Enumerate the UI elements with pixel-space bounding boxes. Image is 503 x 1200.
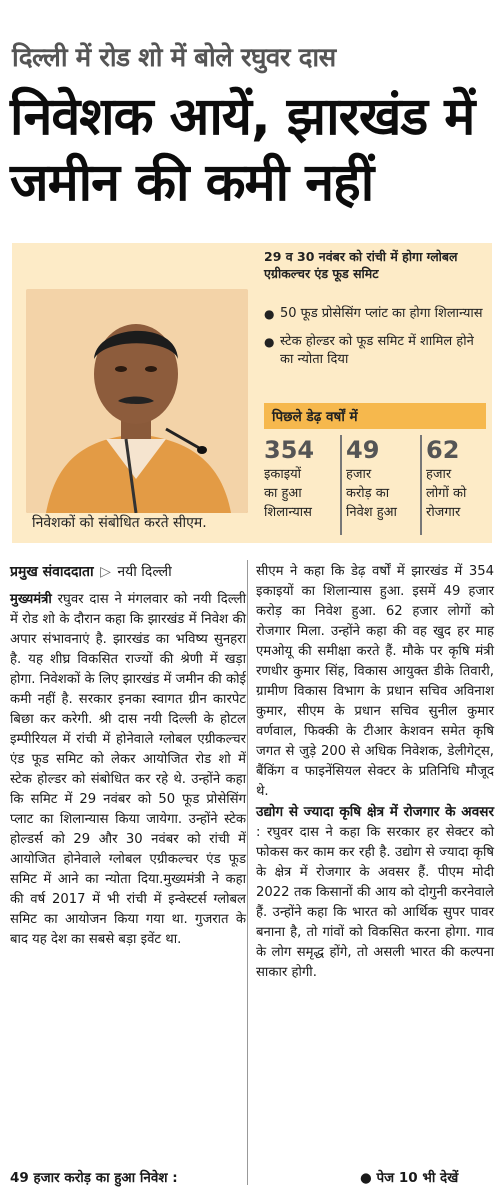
article-column-left	[10, 562, 246, 950]
cm-photo	[26, 289, 248, 513]
stat-value: 62	[426, 436, 460, 464]
stat-jobs	[420, 435, 490, 535]
stat-label: का हुआ	[264, 486, 302, 501]
stats-heading: पिछले डेढ़ वर्षों में	[264, 403, 486, 429]
article-paragraph	[256, 802, 494, 983]
stat-label: हजार	[426, 467, 452, 482]
see-page-10-link[interactable]: ● पेज 10 भी देखें	[360, 1170, 459, 1186]
stat-label: शिलान्यास	[264, 505, 312, 520]
article-column-right	[256, 562, 494, 983]
byline	[10, 562, 246, 582]
column-divider	[247, 560, 248, 1185]
article-subhead-text: : रघुवर दास ने कहा कि सरकार हर सेक्टर को फोकस कर काम कर रही है. उद्योग से ज्यादा कृषि के क्षेत्र में रोजगार के अवसर हैं. पीएम मोदी 2022 तक किसानों की आय को दोगुनी करनेवाले हैं. उन्होंने कहा कि भारत को आर्थिक सुपर पावर बनाना है, तो गांवों को विकसित करना होगा. गाव के लोग समृद्ध होंगे, तो असली भारत की कल्पना साकार होगी.	[256, 825, 494, 980]
info-bullet: ● स्टेक होल्डर को फूड समिट में शामिल होने का न्योता दिया	[264, 333, 488, 369]
headline: निवेशक आयें, झारखंड में जमीन की कमी नहीं	[10, 87, 475, 213]
info-bullet: ● 50 फूड प्रोसेसिंग प्लांट का होगा शिलान्यास	[264, 305, 488, 323]
stat-label: हजार	[346, 467, 372, 482]
byline-arrow-icon: ▷	[100, 564, 111, 580]
byline-author: प्रमुख संवाददाता	[10, 564, 94, 580]
stat-investment	[340, 435, 416, 535]
stat-label: करोड़ का	[346, 486, 390, 501]
stat-value: 354	[264, 436, 315, 464]
footer-teaser: 49 हजार करोड़ का हुआ निवेश :	[10, 1170, 178, 1186]
photo-caption: निवेशकों को संबोधित करते सीएम.	[32, 515, 207, 531]
stat-label: इकाइयों	[264, 467, 302, 482]
article-paragraph	[10, 590, 246, 950]
article-left-text: रघुवर दास ने मंगलवार को नयी दिल्ली में रोड शो के दौरान कहा कि झारखंड में निवेश की अपार संभावनाएं है. झारखंड का भविष्य सुनहरा है. यह शीघ्र विकसित राज्यों की श्रेणी में खड़ा होगा. निवेशकों के लिए झारखंड में जमीन की कोई कमी नहीं है. सरकार इनका स्वागत ग्रीन कारपेट बिछा कर करेगी. श्री दास नयी दिल्ली के होटल इम्पीरियल में रांची में होनेवाले ग्लोबल एग्रीकल्चर एंड फूड समिट को लेकर आयोजित रोड शो में स्टेक होल्डर को संबोधित कर रहे थे. उन्होंने कहा कि समिट में 29 नवंबर को 50 फूड प्रोसेसिंग प्लाट का शिलान्यास किया जायेगा. उन्होंने स्टेक होल्डर्स को 29 और 30 नवंबर को रांची में आयोजित होनेवाले ग्लोबल एग्रीकल्चर एंड फूड समिट में आने का न्योता दिया.मुख्यमंत्री ने कहा की वर्ष 2017 में भी रांची में इन्वेस्टर्स ग्लोबल समिट का आयोजन किया गया था. गुजरात के बाद यह देश का सबसे बड़ा इवेंट था.	[10, 592, 246, 947]
info-title: 29 व 30 नवंबर को रांची में होगा ग्लोबल एग्रीकल्चर एंड फूड समिट	[264, 249, 458, 281]
stat-label: रोजगार	[426, 505, 461, 520]
lead-word: मुख्यमंत्री	[10, 592, 52, 607]
article-subhead: उद्योग से ज्यादा कृषि क्षेत्र में रोजगार के अवसर	[256, 804, 494, 820]
stats-row	[264, 435, 490, 535]
stat-label: निवेश हुआ	[346, 505, 397, 520]
info-bullet-list	[264, 305, 488, 379]
info-box	[12, 243, 492, 543]
kicker-subheadline: दिल्ली में रोड शो में बोले रघुवर दास	[12, 43, 336, 73]
stat-value: 49	[346, 436, 380, 464]
article-paragraph: सीएम ने कहा कि डेढ़ वर्षों में झारखंड में 354 इकाइयों का शिलान्यास हुआ. इसमें 49 हजार करोड़ का निवेश हुआ. 62 हजार लोगों को रोजगार मिला. उन्होंने कहा की वह खुद हर माह एमओयू की समीक्षा करते हैं. मौके पर कृषि मंत्री रणधीर कुमार सिंह, विकास आयुक्त डीके तिवारी, ग्रामीण विकास विभाग के प्रधान सचिव अविनाश कुमार, सीएम के प्रधान सचिव सुनील कुमार वर्णवाल, फिक्की के टीआर केशवन समेत कृषि जगत से जुड़े 200 से अधिक निवेशक, डेलीगेट्स, बैंकिंग व फाइनेंसियल सेक्टर के प्रतिनिधि मौजूद थे.	[256, 564, 494, 799]
stat-label: लोगों को	[426, 486, 467, 501]
stat-units	[264, 435, 336, 535]
byline-location: नयी दिल्ली	[117, 564, 172, 580]
speaker-photo-illustration	[26, 289, 248, 513]
